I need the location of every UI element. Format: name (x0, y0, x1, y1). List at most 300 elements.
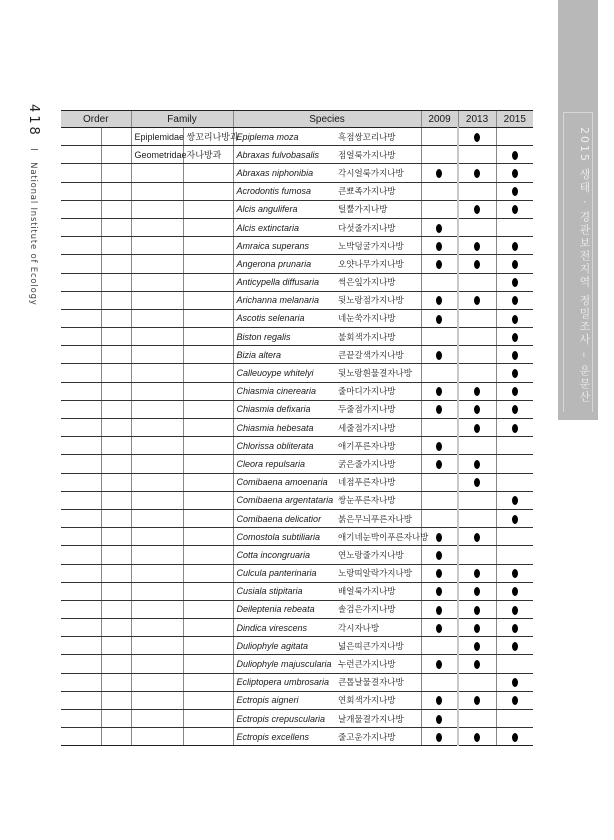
presence-cell-2013 (458, 710, 496, 728)
family-ko-cell (183, 182, 233, 200)
table-row (61, 218, 533, 236)
family-ko-cell (183, 509, 233, 527)
order-ko-cell (101, 546, 131, 564)
family-ko-cell (183, 528, 233, 546)
table-row (61, 473, 533, 491)
presence-cell-2015 (496, 364, 533, 382)
species-korean-cell: 애기푸른자나방 (335, 437, 421, 455)
presence-dot-icon (474, 205, 480, 214)
separator: I (28, 148, 39, 152)
presence-dot-icon (474, 169, 480, 178)
family-ko-cell (183, 655, 233, 673)
family-cell (131, 528, 183, 546)
presence-dot-icon (512, 405, 518, 414)
family-cell: Epiplemidae (131, 128, 183, 146)
presence-dot-icon (512, 569, 518, 578)
order-ko-cell (101, 309, 131, 327)
order-ko-cell (101, 200, 131, 218)
family-cell (131, 564, 183, 582)
presence-cell-2015 (496, 346, 533, 364)
presence-cell-2013 (458, 237, 496, 255)
table-header-row (61, 111, 533, 128)
species-name-cell: Cusiala stipitaria (233, 582, 335, 600)
family-cell (131, 473, 183, 491)
presence-cell-2009 (421, 491, 458, 509)
species-korean-cell: 각시얼룩가지나방 (335, 164, 421, 182)
presence-cell-2015 (496, 128, 533, 146)
species-korean-cell: 네점푸른자나방 (335, 473, 421, 491)
species-table (61, 110, 533, 746)
presence-dot-icon (436, 660, 442, 669)
table-row (61, 164, 533, 182)
table-row (61, 728, 533, 746)
species-name-cell: Anticypella diffusaria (233, 273, 335, 291)
header-order: Order (61, 111, 131, 128)
table-row (61, 673, 533, 691)
presence-dot-icon (512, 387, 518, 396)
order-cell (61, 291, 101, 309)
presence-cell-2009 (421, 382, 458, 400)
order-cell (61, 346, 101, 364)
order-ko-cell (101, 691, 131, 709)
species-korean-cell: 썩은잎가지나방 (335, 273, 421, 291)
presence-dot-icon (436, 587, 442, 596)
presence-cell-2009 (421, 509, 458, 527)
family-cell (131, 509, 183, 527)
species-name-cell: Acrodontis fumosa (233, 182, 335, 200)
species-name-cell: Chiasmia hebesata (233, 419, 335, 437)
order-cell (61, 491, 101, 509)
family-cell (131, 218, 183, 236)
species-name-cell: Chlorissa obliterata (233, 437, 335, 455)
species-name-cell: Biston regalis (233, 328, 335, 346)
species-korean-cell: 불회색가지나방 (335, 328, 421, 346)
presence-dot-icon (436, 460, 442, 469)
order-cell (61, 419, 101, 437)
presence-dot-icon (512, 242, 518, 251)
species-name-cell: Dindica virescens (233, 619, 335, 637)
order-ko-cell (101, 673, 131, 691)
species-korean-cell: 다섯줄가지나방 (335, 218, 421, 236)
presence-cell-2013 (458, 582, 496, 600)
presence-cell-2015 (496, 146, 533, 164)
table-row (61, 637, 533, 655)
table-row (61, 364, 533, 382)
presence-cell-2009 (421, 637, 458, 655)
table-row (61, 346, 533, 364)
species-korean-cell: 털뿔가지나방 (335, 200, 421, 218)
table-row (61, 146, 533, 164)
table-row (61, 564, 533, 582)
order-ko-cell (101, 291, 131, 309)
family-ko-cell (183, 546, 233, 564)
species-korean-cell: 굵은줄가지나방 (335, 455, 421, 473)
presence-cell-2013 (458, 637, 496, 655)
family-cell (131, 328, 183, 346)
order-ko-cell (101, 728, 131, 746)
order-cell (61, 328, 101, 346)
family-ko-cell (183, 637, 233, 655)
presence-dot-icon (512, 260, 518, 269)
presence-cell-2013 (458, 291, 496, 309)
family-cell (131, 655, 183, 673)
family-ko-cell (183, 582, 233, 600)
presence-cell-2013 (458, 382, 496, 400)
table-row (61, 455, 533, 473)
presence-cell-2013 (458, 437, 496, 455)
presence-cell-2013 (458, 164, 496, 182)
presence-cell-2015 (496, 273, 533, 291)
presence-cell-2009 (421, 455, 458, 473)
species-name-cell: Bizia altera (233, 346, 335, 364)
species-name-cell: Comostola subtiliaria (233, 528, 335, 546)
table-row (61, 273, 533, 291)
presence-cell-2015 (496, 164, 533, 182)
order-ko-cell (101, 182, 131, 200)
family-ko-cell (183, 491, 233, 509)
species-korean-cell: 줄고운가지나방 (335, 728, 421, 746)
presence-cell-2015 (496, 328, 533, 346)
species-name-cell: Duliophyle majuscularia (233, 655, 335, 673)
order-cell (61, 691, 101, 709)
presence-cell-2009 (421, 600, 458, 618)
table-row (61, 200, 533, 218)
page-number: 418 (26, 104, 41, 138)
order-cell (61, 382, 101, 400)
species-name-cell: Comibaena delicatior (233, 509, 335, 527)
species-name-cell: Abraxas fulvobasalis (233, 146, 335, 164)
presence-dot-icon (474, 660, 480, 669)
presence-dot-icon (512, 515, 518, 524)
presence-cell-2009 (421, 364, 458, 382)
presence-cell-2015 (496, 546, 533, 564)
species-korean-cell: 큰톱날물결자나방 (335, 673, 421, 691)
order-cell (61, 582, 101, 600)
presence-cell-2009 (421, 473, 458, 491)
family-ko-cell (183, 455, 233, 473)
presence-dot-icon (512, 205, 518, 214)
presence-cell-2009 (421, 619, 458, 637)
order-ko-cell (101, 400, 131, 418)
presence-dot-icon (474, 569, 480, 578)
species-korean-cell: 큰끝갈색가지나방 (335, 346, 421, 364)
table-row (61, 491, 533, 509)
species-korean-cell: 연회색가지나방 (335, 691, 421, 709)
presence-cell-2013 (458, 509, 496, 527)
presence-cell-2013 (458, 619, 496, 637)
presence-dot-icon (512, 169, 518, 178)
presence-dot-icon (512, 351, 518, 360)
family-ko-cell (183, 255, 233, 273)
species-korean-cell: 각시자나방 (335, 619, 421, 637)
order-cell (61, 400, 101, 418)
order-cell (61, 655, 101, 673)
species-korean-cell: 날개물결가지나방 (335, 710, 421, 728)
order-ko-cell (101, 128, 131, 146)
table-row (61, 619, 533, 637)
table-row (61, 182, 533, 200)
family-ko-cell: 쌍꼬리나방과 (183, 128, 233, 146)
presence-cell-2009 (421, 200, 458, 218)
species-korean-cell: 세줄점가지나방 (335, 419, 421, 437)
table-row (61, 582, 533, 600)
family-ko-cell (183, 564, 233, 582)
species-name-cell: Deileptenia rebeata (233, 600, 335, 618)
order-cell (61, 164, 101, 182)
presence-cell-2015 (496, 619, 533, 637)
presence-dot-icon (512, 424, 518, 433)
order-ko-cell (101, 237, 131, 255)
species-korean-cell: 큰뾰족가지나방 (335, 182, 421, 200)
family-cell (131, 546, 183, 564)
family-cell (131, 364, 183, 382)
order-cell (61, 564, 101, 582)
table-row (61, 710, 533, 728)
species-name-cell: Epiplema moza (233, 128, 335, 146)
species-korean-cell: 뒷노랑점가지나방 (335, 291, 421, 309)
family-ko-cell (183, 437, 233, 455)
header-year-2009: 2009 (421, 111, 458, 128)
presence-cell-2009 (421, 164, 458, 182)
presence-cell-2015 (496, 710, 533, 728)
order-cell (61, 710, 101, 728)
order-cell (61, 728, 101, 746)
family-cell (131, 600, 183, 618)
presence-cell-2013 (458, 128, 496, 146)
presence-dot-icon (436, 533, 442, 542)
presence-cell-2013 (458, 309, 496, 327)
species-korean-cell: 애기네눈박이푸른자나방 (335, 528, 421, 546)
order-ko-cell (101, 364, 131, 382)
species-name-cell: Calleuoype whitelyi (233, 364, 335, 382)
order-cell (61, 619, 101, 637)
species-name-cell: Chiasmia defixaria (233, 400, 335, 418)
order-cell (61, 200, 101, 218)
order-ko-cell (101, 491, 131, 509)
family-cell (131, 273, 183, 291)
presence-cell-2013 (458, 273, 496, 291)
presence-dot-icon (512, 151, 518, 160)
presence-cell-2009 (421, 655, 458, 673)
family-ko-cell (183, 419, 233, 437)
presence-cell-2015 (496, 455, 533, 473)
species-name-cell: Alcis angulifera (233, 200, 335, 218)
presence-cell-2009 (421, 437, 458, 455)
presence-cell-2015 (496, 564, 533, 582)
presence-cell-2009 (421, 218, 458, 236)
table-row (61, 600, 533, 618)
presence-dot-icon (512, 333, 518, 342)
presence-dot-icon (474, 533, 480, 542)
header-species: Species (233, 111, 421, 128)
family-ko-cell (183, 328, 233, 346)
species-korean-cell: 흑점쌍꼬리나방 (335, 128, 421, 146)
presence-cell-2009 (421, 419, 458, 437)
family-cell (131, 437, 183, 455)
presence-cell-2015 (496, 218, 533, 236)
order-ko-cell (101, 528, 131, 546)
table-row (61, 528, 533, 546)
presence-cell-2013 (458, 218, 496, 236)
order-cell (61, 309, 101, 327)
presence-dot-icon (474, 587, 480, 596)
presence-cell-2013 (458, 455, 496, 473)
presence-cell-2015 (496, 582, 533, 600)
presence-dot-icon (512, 733, 518, 742)
family-cell (131, 255, 183, 273)
order-ko-cell (101, 600, 131, 618)
family-ko-cell (183, 382, 233, 400)
presence-dot-icon (474, 424, 480, 433)
presence-cell-2009 (421, 128, 458, 146)
presence-cell-2009 (421, 346, 458, 364)
family-ko-cell (183, 400, 233, 418)
family-cell (131, 182, 183, 200)
family-ko-cell (183, 291, 233, 309)
presence-cell-2015 (496, 237, 533, 255)
species-name-cell: Duliophyle agitata (233, 637, 335, 655)
presence-cell-2009 (421, 273, 458, 291)
presence-cell-2009 (421, 255, 458, 273)
presence-cell-2009 (421, 691, 458, 709)
species-name-cell: Angerona prunaria (233, 255, 335, 273)
table-row (61, 128, 533, 146)
presence-cell-2013 (458, 346, 496, 364)
order-cell (61, 237, 101, 255)
presence-cell-2015 (496, 655, 533, 673)
family-ko-cell (183, 619, 233, 637)
species-korean-cell: 줄마디가지나방 (335, 382, 421, 400)
presence-cell-2009 (421, 182, 458, 200)
table-row (61, 509, 533, 527)
presence-dot-icon (436, 696, 442, 705)
species-name-cell: Chiasmia cinerearia (233, 382, 335, 400)
species-korean-cell: 배얼룩가지나방 (335, 582, 421, 600)
order-cell (61, 146, 101, 164)
presence-dot-icon (436, 569, 442, 578)
presence-cell-2015 (496, 382, 533, 400)
presence-cell-2009 (421, 146, 458, 164)
presence-cell-2015 (496, 509, 533, 527)
presence-dot-icon (474, 696, 480, 705)
family-cell: Geometridae (131, 146, 183, 164)
presence-cell-2013 (458, 182, 496, 200)
presence-cell-2009 (421, 328, 458, 346)
presence-dot-icon (436, 733, 442, 742)
species-korean-cell: 노박덩굴가지나방 (335, 237, 421, 255)
presence-cell-2013 (458, 328, 496, 346)
presence-dot-icon (512, 187, 518, 196)
presence-cell-2013 (458, 255, 496, 273)
presence-dot-icon (474, 642, 480, 651)
family-cell (131, 291, 183, 309)
family-ko-cell: 자나방과 (183, 146, 233, 164)
order-ko-cell (101, 164, 131, 182)
presence-cell-2013 (458, 564, 496, 582)
family-cell (131, 619, 183, 637)
species-name-cell: Abraxas niphonibia (233, 164, 335, 182)
presence-dot-icon (512, 696, 518, 705)
order-cell (61, 673, 101, 691)
species-name-cell: Amraica superans (233, 237, 335, 255)
table-row (61, 546, 533, 564)
presence-dot-icon (474, 606, 480, 615)
order-ko-cell (101, 582, 131, 600)
order-ko-cell (101, 255, 131, 273)
order-ko-cell (101, 637, 131, 655)
order-ko-cell (101, 146, 131, 164)
presence-cell-2015 (496, 600, 533, 618)
species-korean-cell: 붉은무늬푸른자나방 (335, 509, 421, 527)
order-ko-cell (101, 619, 131, 637)
order-ko-cell (101, 564, 131, 582)
presence-dot-icon (474, 460, 480, 469)
species-korean-cell: 오얏나무가지나방 (335, 255, 421, 273)
order-cell (61, 255, 101, 273)
species-name-cell: Comibaena argentataria (233, 491, 335, 509)
presence-cell-2015 (496, 309, 533, 327)
table-row (61, 437, 533, 455)
presence-cell-2009 (421, 237, 458, 255)
family-cell (131, 400, 183, 418)
presence-cell-2015 (496, 419, 533, 437)
presence-cell-2013 (458, 528, 496, 546)
species-korean-cell: 연노랑줄가지나방 (335, 546, 421, 564)
order-cell (61, 528, 101, 546)
presence-cell-2015 (496, 255, 533, 273)
presence-dot-icon (436, 387, 442, 396)
presence-dot-icon (512, 296, 518, 305)
order-cell (61, 218, 101, 236)
family-cell (131, 728, 183, 746)
presence-dot-icon (512, 678, 518, 687)
species-korean-cell: 두줄점가지나방 (335, 400, 421, 418)
family-ko-cell (183, 710, 233, 728)
family-cell (131, 309, 183, 327)
presence-cell-2013 (458, 473, 496, 491)
table-row (61, 291, 533, 309)
family-ko-cell (183, 237, 233, 255)
page-footer (26, 104, 41, 306)
table-row (61, 655, 533, 673)
order-ko-cell (101, 655, 131, 673)
family-cell (131, 200, 183, 218)
species-name-cell: Ascotis selenaria (233, 309, 335, 327)
presence-cell-2015 (496, 182, 533, 200)
presence-dot-icon (436, 606, 442, 615)
side-tab-label: 2015 생태 · 경관보전지역 정밀조사 – 운문산 (563, 112, 593, 412)
presence-cell-2009 (421, 564, 458, 582)
order-ko-cell (101, 328, 131, 346)
presence-cell-2009 (421, 546, 458, 564)
order-cell (61, 600, 101, 618)
presence-dot-icon (474, 260, 480, 269)
presence-dot-icon (436, 442, 442, 451)
presence-cell-2013 (458, 200, 496, 218)
family-cell (131, 419, 183, 437)
family-cell (131, 237, 183, 255)
order-cell (61, 182, 101, 200)
presence-cell-2015 (496, 637, 533, 655)
family-cell (131, 455, 183, 473)
presence-dot-icon (436, 624, 442, 633)
presence-dot-icon (512, 369, 518, 378)
family-cell (131, 164, 183, 182)
order-ko-cell (101, 419, 131, 437)
table-row (61, 419, 533, 437)
species-name-cell: Cleora repulsaria (233, 455, 335, 473)
presence-cell-2013 (458, 600, 496, 618)
